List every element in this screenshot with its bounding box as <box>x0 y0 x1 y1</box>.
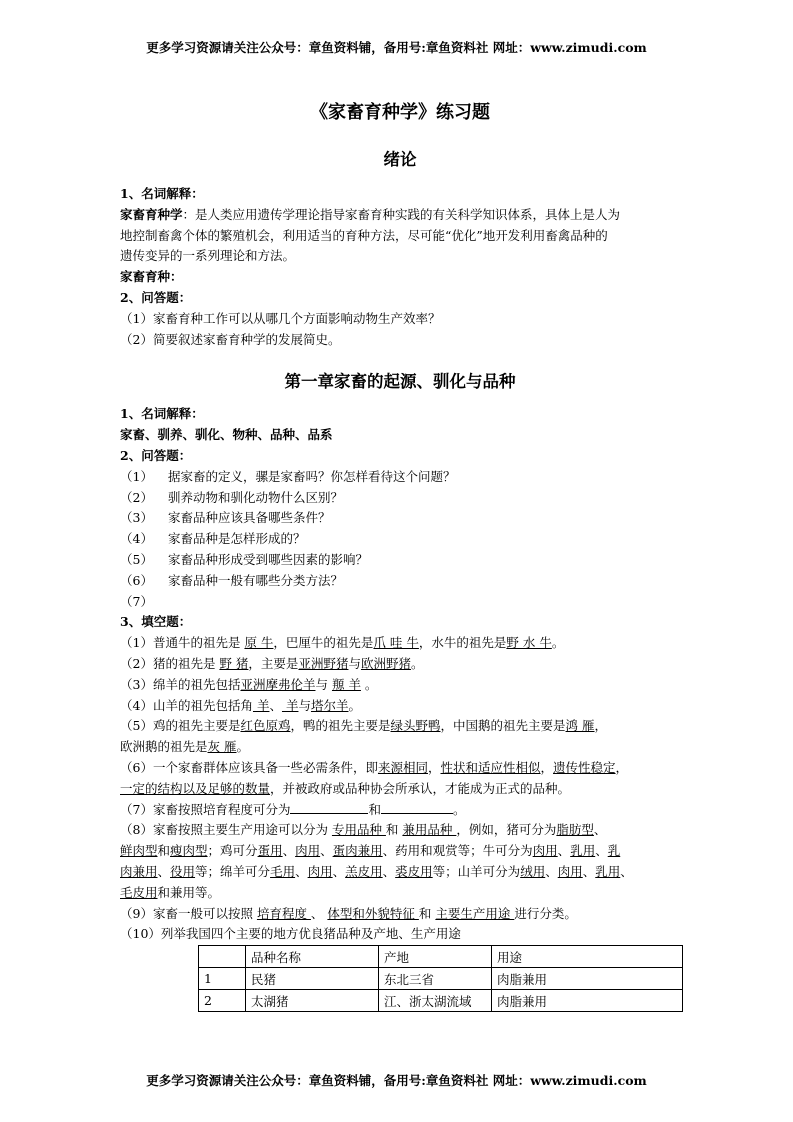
ch1-question-list <box>120 467 680 613</box>
fill-text: （5）鸡的祖先主要是 <box>120 718 241 734</box>
fill-text: （3）绵羊的祖先包括 <box>120 676 241 692</box>
fill-item-8 <box>120 820 680 841</box>
question-number: （5） <box>120 551 153 567</box>
ch1-terms: 家畜、驯养、驯化、物种、品种、品系 <box>120 427 333 443</box>
fill-answer: 爪 哇 牛 <box>373 635 419 651</box>
fill-item-1 <box>120 633 680 654</box>
fill-text: （6）一个家畜群体应该具备一些必需条件，即 <box>120 759 378 775</box>
fill-text: 、 <box>382 863 396 879</box>
question-text: 家畜品种应该具备哪些条件？ <box>168 510 331 526</box>
fill-answer: 鲜肉型 <box>120 843 158 859</box>
intro-definition-cont2: 遗传变异的一系列理论和方法。 <box>120 248 296 264</box>
fill-answer: 乳用 <box>570 843 596 859</box>
fill-item-3 <box>120 675 680 696</box>
fill-answer: 鸿 雁 <box>565 718 595 734</box>
fill-text: 。 <box>360 676 378 692</box>
fill-answer: 亚洲野猪 <box>298 655 349 671</box>
table-cell: 2 <box>199 990 246 1012</box>
fill-text: 等；绵羊可分 <box>195 863 271 879</box>
fill-text: 与 <box>315 676 332 692</box>
fill-text: 、 <box>282 843 296 859</box>
fill-answer: 毛用 <box>270 863 296 879</box>
fill-answer: 原 牛 <box>244 635 274 651</box>
fill-answer: 羔皮用 <box>345 863 383 879</box>
fill-text: 。 <box>348 697 361 713</box>
fill-text: （7）家畜按照培育程度可分为 <box>120 801 291 817</box>
table-cell: 1 <box>199 968 246 990</box>
fill-answer: 蛋用 <box>257 843 283 859</box>
fill-answer: 塔尔羊 <box>310 697 349 713</box>
fill-item-9 <box>120 904 680 925</box>
fill-item-6-cont <box>120 779 680 800</box>
fill-text: 等；山羊可分为 <box>432 863 521 879</box>
fill-text: 、 <box>332 863 346 879</box>
fill-text: ，主要是 <box>248 655 299 671</box>
fill-text: 。 <box>452 801 466 817</box>
fill-answer: 红色原鸡 <box>240 718 291 734</box>
table-cell: 民猪 <box>246 968 379 990</box>
document-body <box>120 100 680 1012</box>
fill-blank <box>381 800 453 814</box>
table-row <box>199 968 683 990</box>
question-text: 驯养动物和驯化动物什么区别？ <box>168 489 344 505</box>
table-cell: 肉脂兼用 <box>492 990 683 1012</box>
fill-answer: 遗传性稳定 <box>553 759 616 775</box>
fill-answer: 羱 羊 <box>331 676 361 692</box>
fill-text: 。 <box>236 739 250 755</box>
question-number: （3） <box>120 510 153 526</box>
question-number: （7） <box>120 593 153 609</box>
fill-item-8-cont2 <box>120 862 680 883</box>
table-header-cell <box>199 946 246 968</box>
fill-answer: 毛皮用 <box>120 884 158 900</box>
fill-answer: 蛋肉兼用 <box>332 843 383 859</box>
document-title: 《家畜育种学》练习题 <box>310 102 490 123</box>
table-cell: 江、浙太湖流域 <box>379 990 492 1012</box>
question-item <box>120 488 680 509</box>
fill-item-2 <box>120 654 680 675</box>
fill-text: 、 <box>595 843 608 859</box>
question-number: （1） <box>120 468 153 484</box>
table-cell: 东北三省 <box>379 968 492 990</box>
fill-blank <box>290 800 368 814</box>
definition-text: ：是人类应用遗传学理论指导家畜育种实践的有关科学知识体系，具体上是人为 <box>182 206 621 222</box>
fill-item-4 <box>120 696 680 717</box>
fill-text: ，并被政府或品种协会所承认，才能成为正式的品种。 <box>270 780 571 796</box>
chapter-1-heading: 第一章家畜的起源、驯化与品种 <box>284 372 516 392</box>
fill-answer: 主要生产用途 <box>435 905 515 921</box>
fill-text: （8）家畜按照主要生产用途可以分为 <box>120 822 332 838</box>
question-number: （2） <box>120 489 153 505</box>
table-header-cell: 用途 <box>492 946 683 968</box>
table-header-cell: 品种名称 <box>246 946 379 968</box>
table-header-row <box>199 946 683 968</box>
fill-text: 。 <box>410 655 424 671</box>
question-number: （6） <box>120 572 153 588</box>
fill-answer: 脂肪型 <box>556 822 594 838</box>
question-item <box>120 592 680 613</box>
question-text: 家畜品种形成受到哪些因素的影响？ <box>168 551 369 567</box>
fill-text: ，鸭的祖先主要是 <box>290 718 391 734</box>
intro-question-2: （2）简要叙述家畜育种学的发展简史。 <box>120 331 341 347</box>
question-text: 家畜品种是怎样形成的？ <box>168 531 306 547</box>
fill-text: ，例如，猪可分为 <box>456 822 557 838</box>
question-number: （4） <box>120 531 153 547</box>
fill-text: 。 <box>551 635 565 651</box>
fill-answer: 野 水 牛 <box>506 635 552 651</box>
fill-answer: 专用品种 <box>331 822 386 838</box>
page-footer: 更多学习资源请关注公众号：章鱼资料铺，备用号:章鱼资料社 网址：www.zimudi.com <box>146 1073 647 1088</box>
fill-text: 、 <box>320 843 333 859</box>
fill-answer: 肉用 <box>557 863 583 879</box>
intro-section-2: 2、问答题： <box>120 289 192 305</box>
fill-text: 与 <box>298 697 311 713</box>
question-item <box>120 467 680 488</box>
fill-answer: 兼用品种 <box>402 822 457 838</box>
ch1-section-2: 2、问答题： <box>120 447 192 463</box>
fill-text: 和 <box>418 905 436 921</box>
question-text: 家畜品种一般有哪些分类方法？ <box>168 572 344 588</box>
fill-text: ，中国鹅的祖先主要是 <box>440 718 566 734</box>
fill-answer: 来源相同 <box>377 759 428 775</box>
intro-definition <box>120 205 680 226</box>
fill-text: 、 <box>157 863 171 879</box>
fill-text: （4）山羊的祖先包括角 <box>120 697 253 713</box>
intro-question-1: （1）家畜育种工作可以从哪几个方面影响动物生产效率？ <box>120 310 441 326</box>
fill-text: ， <box>427 759 441 775</box>
fill-answer: 绿头野鸭 <box>390 718 441 734</box>
fill-text: ， <box>540 759 554 775</box>
fill-text: ， <box>594 718 608 734</box>
fill-text: 欧洲鹅的祖先是 <box>120 739 208 755</box>
fill-item-8-cont <box>120 841 680 862</box>
term-label: 家畜育种学 <box>120 206 183 222</box>
fill-answer: 肉兼用 <box>120 863 158 879</box>
fill-text: 、 <box>620 863 633 879</box>
fill-text: 、 <box>557 843 571 859</box>
fill-answer: 役用 <box>170 863 196 879</box>
fill-answer: 羊 <box>252 697 270 713</box>
fill-text: 和 <box>368 801 381 817</box>
fill-answer: 性状和适应性相似 <box>440 759 541 775</box>
table-row <box>199 990 683 1012</box>
fill-answer: 欧洲野猪 <box>360 655 411 671</box>
fill-text: 和兼用等。 <box>157 884 221 900</box>
fill-item-10: （10）列举我国四个主要的地方优良猪品种及产地、生产用途 <box>120 926 461 942</box>
fill-text: （9）家畜一般可以按照 <box>120 905 257 921</box>
fill-text: 、 <box>582 863 596 879</box>
fill-answer: 亚洲摩弗伦羊 <box>240 676 316 692</box>
fill-text: ，水牛的祖先是 <box>418 635 507 651</box>
question-text: 据家畜的定义，骡是家畜吗？你怎样看待这个问题？ <box>168 468 456 484</box>
fill-answer: 培育程度 <box>256 905 311 921</box>
ch1-section-3: 3、填空题： <box>120 614 192 630</box>
fill-text: 和 <box>157 843 171 859</box>
fill-answer: 乳 <box>607 843 621 859</box>
fill-text: 、 <box>593 822 607 838</box>
fill-text: 与 <box>348 655 361 671</box>
fill-item-6 <box>120 758 680 779</box>
fill-item-8-cont3 <box>120 883 680 904</box>
fill-text: 进行分类。 <box>514 905 577 921</box>
fill-text: 和 <box>385 822 403 838</box>
intro-heading: 绪论 <box>383 150 417 169</box>
fill-item-5-cont <box>120 737 680 758</box>
fill-answer: 瘦肉型 <box>170 843 208 859</box>
table-header-cell: 产地 <box>379 946 492 968</box>
table-cell: 太湖猪 <box>246 990 379 1012</box>
fill-answer: 体型和外貌特征 <box>327 905 419 921</box>
intro-section-1: 1、名词解释： <box>120 186 204 201</box>
fill-text: 、 <box>295 863 308 879</box>
fill-text: 、 <box>545 863 558 879</box>
fill-text: （2）猪的祖先是 <box>120 655 220 671</box>
fill-answer: 肉用 <box>307 863 333 879</box>
fill-item-5 <box>120 716 680 737</box>
fill-text: 、 <box>269 697 282 713</box>
fill-text: ， <box>615 759 629 775</box>
fill-text: ；鸡可分 <box>207 843 258 859</box>
table-cell: 肉脂兼用 <box>492 968 683 990</box>
question-item <box>120 571 680 592</box>
ch1-section-1: 1、名词解释： <box>120 406 204 422</box>
intro-definition-cont: 地控制畜禽个体的繁殖机会，利用适当的育种方法，尽可能“优化”地开发利用畜禽品种的 <box>120 227 608 243</box>
fill-answer: 灰 雁 <box>207 739 237 755</box>
question-item <box>120 550 680 571</box>
fill-answer: 一定的结构以及足够的数量 <box>120 780 271 796</box>
fill-answer: 绒用 <box>520 863 546 879</box>
fill-text: （1）普通牛的祖先是 <box>120 635 245 651</box>
fill-answer: 裘皮用 <box>395 863 433 879</box>
page-header: 更多学习资源请关注公众号：章鱼资料铺，备用号:章鱼资料社 网址：www.zimudi.com <box>146 40 647 55</box>
fill-text: 、 <box>310 905 328 921</box>
fill-text: ，巴厘牛的祖先是 <box>273 635 374 651</box>
question-item <box>120 529 680 550</box>
fill-answer: 羊 <box>281 697 299 713</box>
fill-answer: 肉用 <box>532 843 558 859</box>
fill-answer: 野 猪 <box>219 655 249 671</box>
fill-item-7 <box>120 800 680 821</box>
intro-term-2: 家畜育种： <box>120 269 183 285</box>
fill-answer: 肉用 <box>295 843 321 859</box>
pig-breeds-table <box>198 945 683 1012</box>
fill-text: 、药用和观赏等；牛可分为 <box>382 843 533 859</box>
fill-answer: 乳用 <box>595 863 621 879</box>
question-item <box>120 508 680 529</box>
